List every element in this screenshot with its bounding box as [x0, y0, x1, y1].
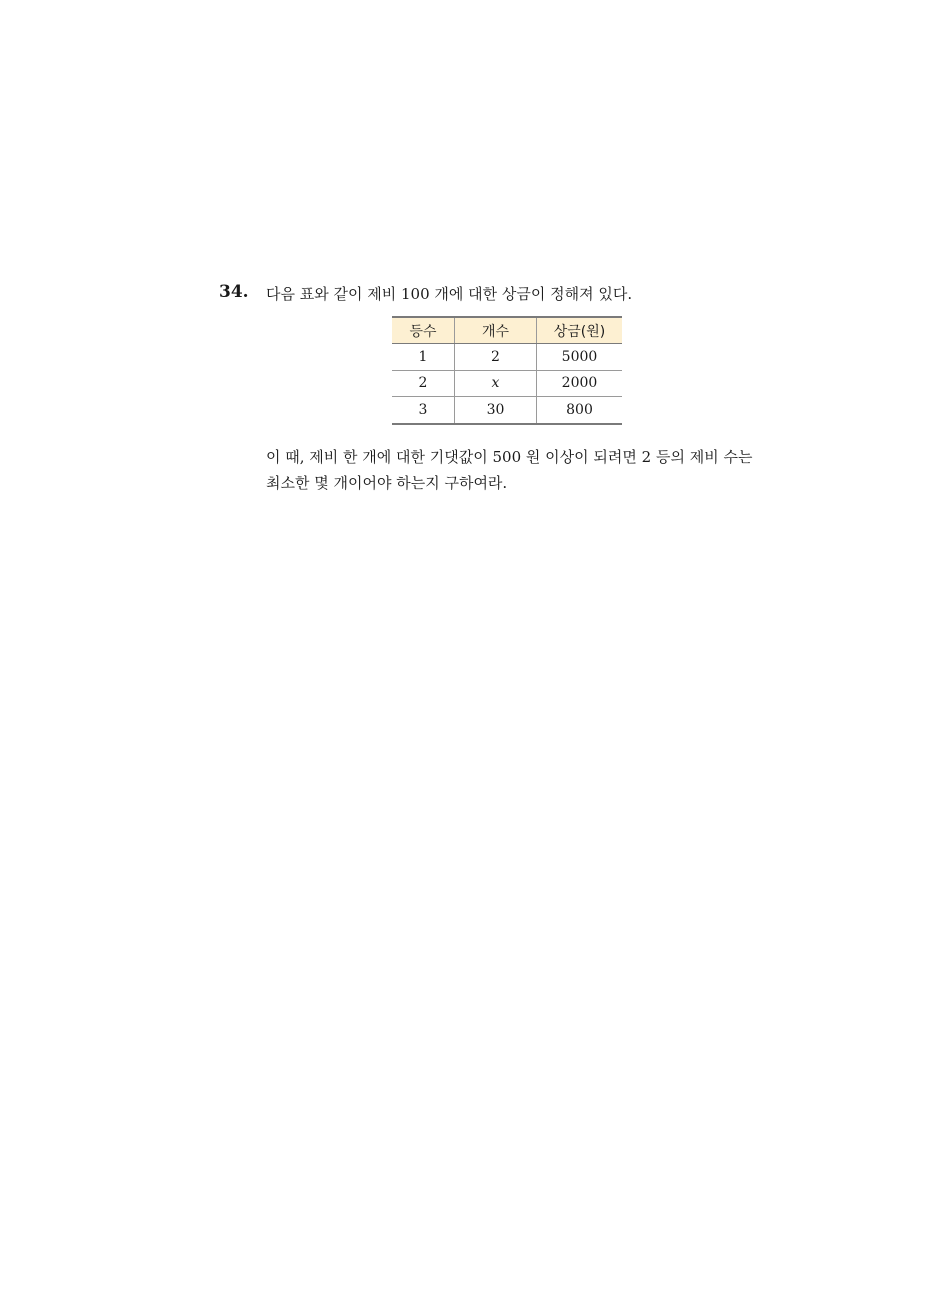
cell-rank: 2 [392, 370, 455, 397]
header-prize: 상금(원) [537, 317, 623, 344]
table-header-row [392, 317, 622, 344]
header-rank: 등수 [392, 317, 455, 344]
cell-count-variable: x [455, 370, 537, 397]
cell-rank: 1 [392, 344, 455, 371]
cell-prize: 2000 [537, 370, 623, 397]
cell-count: 2 [455, 344, 537, 371]
cell-count: 30 [455, 397, 537, 424]
cell-prize: 5000 [537, 344, 623, 371]
problem-number: 34. [219, 282, 249, 302]
question-line-1: 이 때, 제비 한 개에 대한 기댓값이 500 원 이상이 되려면 2 등의 제비 수는 [266, 448, 753, 466]
cell-rank: 3 [392, 397, 455, 424]
cell-prize: 800 [537, 397, 623, 424]
problem-intro: 다음 표와 같이 제비 100 개에 대한 상금이 정해져 있다. [266, 285, 633, 303]
table-row [392, 344, 622, 371]
problem-question [266, 444, 766, 496]
header-count: 개수 [455, 317, 537, 344]
table-row [392, 397, 622, 424]
question-line-2: 최소한 몇 개이어야 하는지 구하여라. [266, 474, 508, 492]
table-row [392, 370, 622, 397]
prize-table [392, 316, 622, 425]
